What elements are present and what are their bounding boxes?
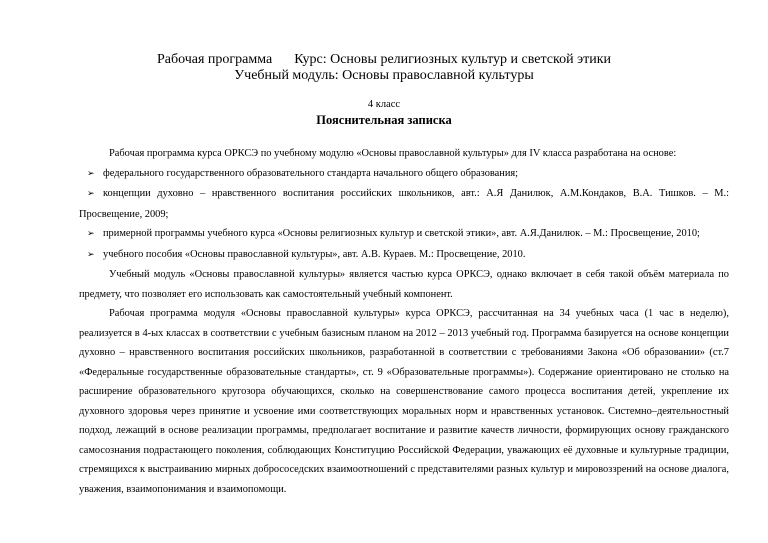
intro-paragraph: Рабочая программа курса ОРКСЭ по учебному модулю «Основы православной культуры» для IV класса разработана на основе:: [109, 148, 677, 159]
bullet-arrow-icon: ➢: [87, 168, 95, 179]
course-label: Курс: Основы религиозных культур и светской этики: [294, 52, 612, 67]
module-paragraph: Учебный модуль «Основы православной культуры» является частью курса ОРКСЭ, однако включает в себя такой объём материала по предмету, что позволяет его использовать как самостоятельный учебный компонент.: [79, 269, 729, 300]
program-label: Рабочая программа: [156, 52, 273, 67]
bullet-item: [79, 164, 729, 185]
bullet-arrow-icon: ➢: [87, 229, 95, 239]
bullet-item: [79, 184, 729, 224]
bullet-text: примерной программы учебного курса «Основы религиозных культур и светской этики», авт. А.Я.Данилюк. – М.: Просвещение, 2010;: [103, 228, 700, 239]
grade-label: 4 класс: [367, 99, 401, 110]
header-line: [0, 52, 768, 68]
program-paragraph: Рабочая программа модуля «Основы православной культуры» курса ОРКСЭ, рассчитанная на 34 учебных часа (1 час в неделю), реализуется в 4-ых классах в соответствии с учебным базисным планом на 2012 – 2013 учебный год. Программа базируется на основе концепции духовно – нравственного воспитания российских школьников, разработанной в соответствии с требованиями Закона «Об образовании» (ст.7 «Федеральные государственные образовательные стандарты», ст. 9 «Образовательные программы»). Содержание ориентировано не столько на расширение образовательного кругозора обучающихся, сколько на совершенствование самого процесса воспитания детей, укрепление их духовного здоровья через принятие и усвоение ими соответствующих моральных норм и нравственных установок. Системно–деятельностный подход, лежащий в основе реализации программы, предполагает воспитание и развитие качеств личности, формирующих основу гражданского самосознания подрастающего поколения, соблюдающих Конституцию Российской Федерации, уважающих её духовные и культурные традиции, стремящихся к выстраиванию мирных добрососедских взаимоотношений с представителями разных культур и мировоззрений на основе диалога, уважения, взаимопонимания и взаимопомощи.: [79, 308, 729, 495]
bullet-item: [79, 224, 729, 245]
bullet-text: учебного пособия «Основы православной культуры», авт. А.В. Кураев. М.: Просвещение, 2010.: [103, 248, 526, 260]
bullet-text: федерального государственного образовательного стандарта начального общего образования;: [103, 167, 519, 179]
module-label: Учебный модуль: Основы православной культуры: [234, 68, 534, 83]
document-title: Пояснительная записка: [316, 113, 452, 127]
bullet-arrow-icon: ➢: [87, 249, 95, 260]
bullet-item: [79, 245, 729, 266]
document-body: [79, 144, 729, 499]
bullet-text: концепции духовно – нравственного воспитания российских школьников, авт.: А.Я Данилюк, А.М.Кондаков, В.А. Тишков. – М.: Просвещение, 2009;: [79, 188, 729, 220]
bullet-arrow-icon: ➢: [87, 189, 95, 199]
